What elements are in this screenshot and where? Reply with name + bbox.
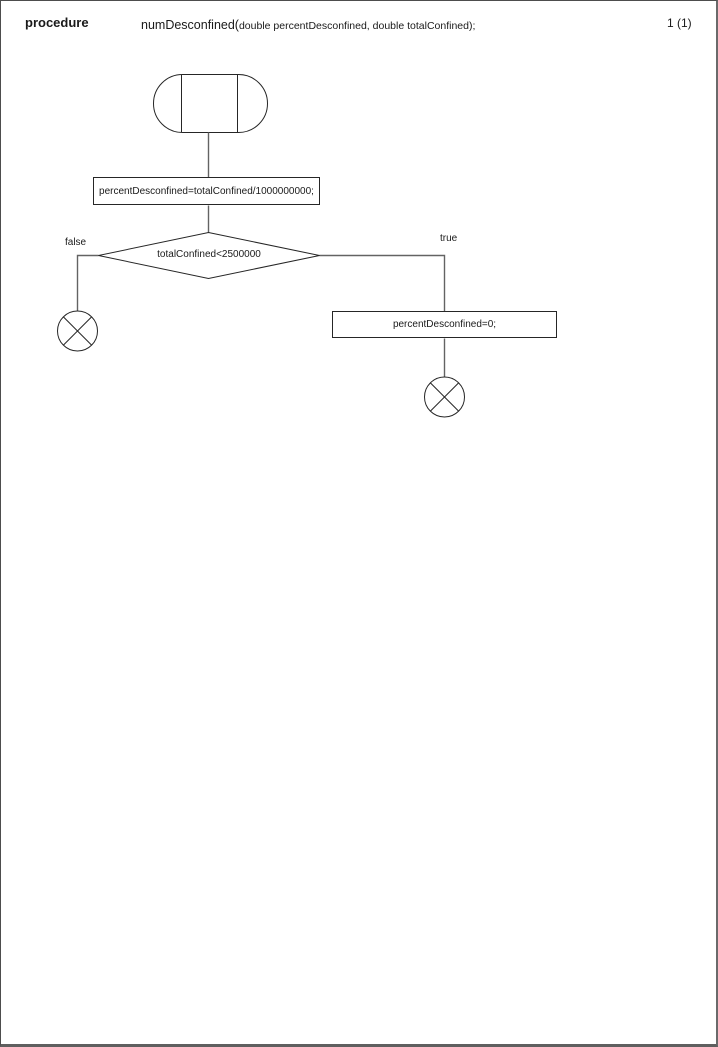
- decision-condition-label: totalConfined<2500000: [157, 249, 261, 260]
- page-number: 1 (1): [667, 16, 692, 30]
- start-symbol: [154, 75, 268, 133]
- procedure-kind-label: procedure: [25, 15, 89, 30]
- connector-false-branch: [78, 256, 99, 312]
- connector-true-branch: [320, 256, 445, 312]
- terminator-right-icon: [425, 377, 465, 417]
- process-box-zero-assignment: percentDesconfined=0;: [332, 311, 557, 338]
- flowchart-canvas: [1, 1, 718, 1047]
- procedure-name: numDesconfined(: [141, 18, 239, 32]
- process-box-assignment: percentDesconfined=totalConfined/1000000000;: [93, 177, 320, 205]
- branch-true-label: true: [440, 233, 458, 244]
- branch-false-label: false: [65, 237, 87, 248]
- procedure-params: double percentDesconfined, double totalConfined);: [238, 20, 476, 32]
- terminator-left-icon: [58, 311, 98, 351]
